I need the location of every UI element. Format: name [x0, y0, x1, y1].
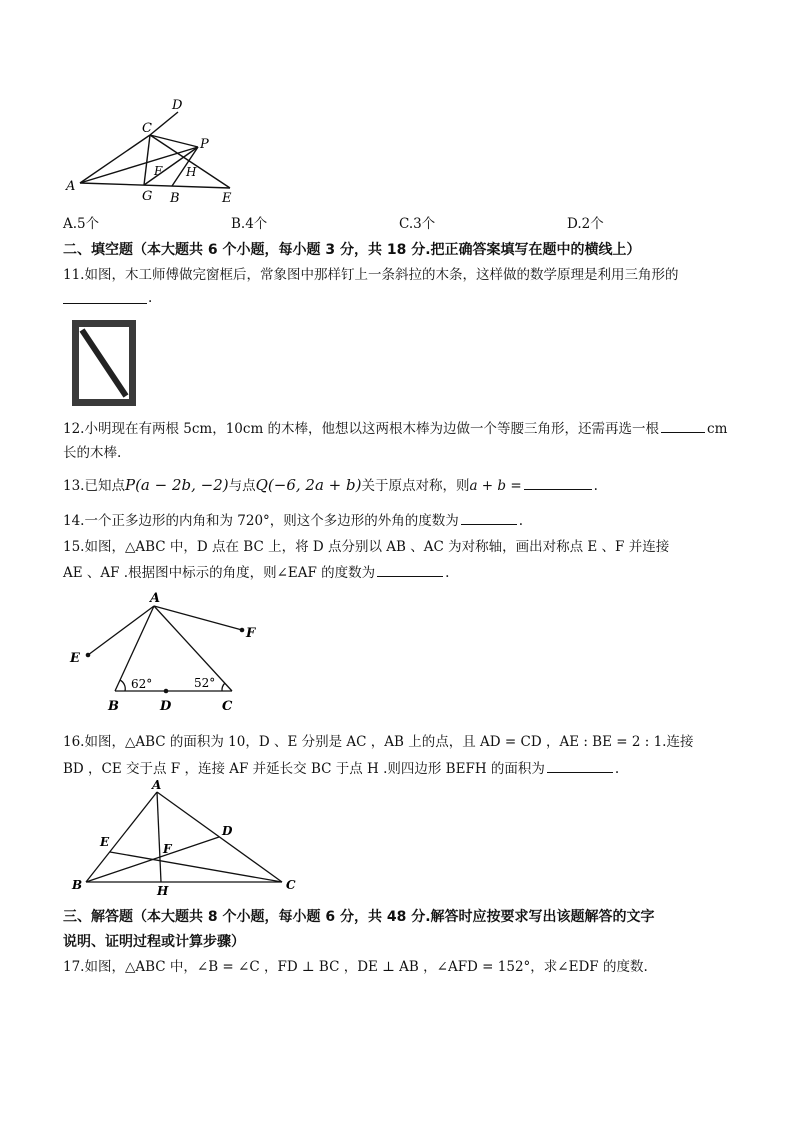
label-d: D [222, 824, 233, 838]
point-f [240, 628, 245, 633]
seg-ap [80, 147, 198, 183]
q15-line2-text: AE 、AF .根据图中标示的角度，则∠EAF 的度数为 [63, 565, 376, 581]
q13-end: . [593, 478, 598, 494]
q13-point-q: Q(−6, 2a + b) [255, 476, 362, 494]
label-e: E [222, 191, 232, 206]
q10-figure [60, 95, 250, 210]
q16-answer-blank[interactable] [547, 758, 613, 773]
label-f: F [163, 842, 172, 856]
label-a: A [66, 179, 76, 194]
label-c: C [142, 121, 152, 136]
angle-c-arc [222, 683, 225, 691]
q13-answer-blank[interactable] [524, 475, 592, 490]
label-e: E [70, 651, 80, 666]
label-f: F [246, 626, 256, 641]
q15-figure [62, 588, 272, 716]
q13-point-p: P(a − 2b, −2) [124, 476, 229, 494]
q11-text: 11.如图，木工师傅做完窗框后，常象图中那样钉上一条斜拉的木条，这样做的数学原理是利用三角形的 [63, 267, 679, 283]
q15-line2 [63, 562, 449, 583]
window-frame-figure [70, 318, 140, 410]
q12-answer-blank[interactable] [661, 418, 705, 433]
angle-b-label: 62° [131, 677, 153, 691]
label-c: C [222, 699, 233, 714]
q13-suffix: 关于原点对称，则 [361, 478, 470, 494]
q15-answer-blank[interactable] [377, 562, 443, 577]
label-h: H [186, 165, 197, 179]
label-c: C [286, 878, 296, 892]
q12-unit: cm [707, 421, 728, 437]
q16-figure [62, 778, 302, 896]
seg-ae [88, 606, 154, 655]
q13-expr: a + b = [469, 478, 522, 494]
q12-line1 [63, 418, 727, 439]
seg-ac [154, 606, 232, 691]
point-e [86, 653, 91, 658]
point-d [164, 689, 169, 694]
q15-end: . [445, 565, 450, 581]
q13-prefix: 13.已知点 [63, 478, 125, 494]
q12-text-b: 长的木棒. [63, 445, 122, 461]
q15-line1: 15.如图，△ABC 中，D 点在 BC 上，将 D 点分别以 AB 、AC 为对称轴，画出对称点 E 、F 并连接 [63, 539, 670, 555]
q17-text: 17.如图，△ABC 中，∠B = ∠C ，FD ⊥ BC ，DE ⊥ AB ，∠AFD = 152°，求∠EDF 的度数. [63, 959, 648, 975]
q16-line2-text: BD ，CE 交于点 F ，连接 AF 并延长交 BC 于点 H .则四边形 BEFH 的面积为 [63, 761, 545, 777]
q11-answer-blank[interactable] [63, 290, 147, 304]
q10-option-c: C.3个 [399, 216, 436, 232]
label-h: H [157, 884, 169, 896]
label-b: B [108, 699, 119, 714]
seg-ab [86, 792, 157, 882]
label-g: G [142, 189, 153, 204]
seg-ac [80, 135, 150, 183]
q12-text-a: 12.小明现在有两根 5cm，10cm 的木棒，他想以这两根木棒为边做一个等腰三角形，还需再选一根 [63, 421, 660, 437]
q14-answer-blank[interactable] [461, 510, 517, 525]
label-a: A [152, 778, 162, 792]
q14-end: . [518, 513, 524, 529]
seg-ce [110, 852, 282, 882]
label-f: F [154, 164, 163, 178]
label-p: P [200, 137, 209, 152]
q13-line [63, 475, 598, 496]
q13-mid: 与点 [228, 478, 256, 494]
section3-heading-line2: 说明、证明过程或计算步骤） [63, 934, 245, 950]
seg-cd [150, 112, 178, 135]
angle-c-label: 52° [194, 676, 216, 690]
label-e: E [100, 835, 110, 849]
angle-b-arc [120, 680, 125, 691]
section3-heading-line1: 三、解答题（本大题共 8 个小题，每小题 6 分，共 48 分.解答时应按要求写出该题解答的文字 [63, 909, 655, 925]
label-b: B [170, 191, 180, 206]
label-a: A [150, 591, 161, 606]
seg-ae [80, 183, 230, 188]
label-d: D [172, 98, 183, 113]
seg-cp [150, 135, 198, 147]
q16-line2 [63, 758, 619, 779]
q16-end: . [614, 761, 620, 777]
seg-ce [150, 135, 230, 188]
seg-af [154, 606, 242, 630]
q10-option-b: B.4个 [231, 216, 268, 232]
label-b: B [72, 878, 83, 892]
seg-ah [157, 792, 161, 882]
q11-end-period: . [148, 290, 153, 306]
q10-option-a: A.5个 [63, 216, 100, 232]
q14-line [63, 510, 523, 531]
q16-line1: 16.如图，△ABC 的面积为 10，D 、E 分别是 AC ，AB 上的点，且 AD = CD ，AE : BE = 2 : 1.连接 [63, 734, 694, 750]
label-d: D [160, 699, 172, 714]
q14-text: 14.一个正多边形的内角和为 720°，则这个多边形的外角的度数为 [63, 513, 459, 529]
section2-heading: 二、填空题（本大题共 6 个小题，每小题 3 分，共 18 分.把正确答案填写在题中的横线上） [63, 242, 641, 258]
seg-ac [157, 792, 282, 882]
seg-cg [144, 135, 150, 185]
q10-option-d: D.2个 [567, 216, 604, 232]
